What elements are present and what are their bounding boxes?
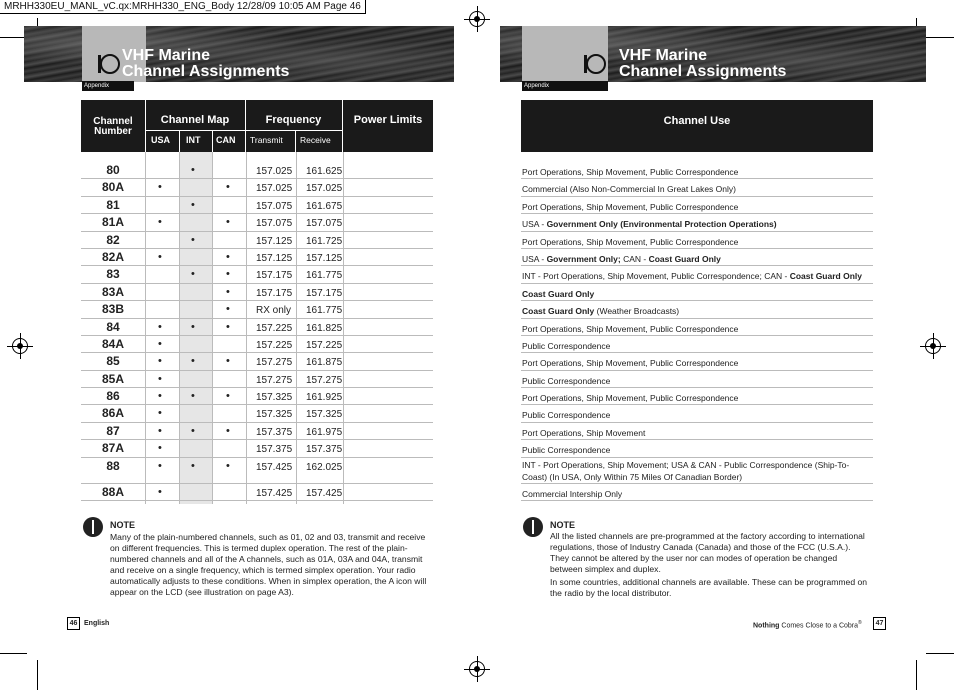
use-text: Coast Guard Only bbox=[648, 253, 721, 264]
table-row bbox=[81, 336, 433, 353]
usa-dot: • bbox=[158, 442, 162, 455]
channel-number: 82A bbox=[101, 249, 124, 264]
table-row bbox=[81, 458, 433, 484]
table-row bbox=[81, 353, 433, 370]
channel-number: 86A bbox=[101, 406, 124, 421]
note-body: Many of the plain-numbered channels, such as 01, 02 and 03, transmit and receive on different frequencies. This is termed duplex operation. The rest of the plain-numbered channels and all of the A channels, such as 01A, 03A and 04A, transmit and receive on a single frequency, which is termed simplex operation. Your radio automatically adjusts to these conditions. When in simplex operation, the A icon will appear on the LCD (see illustration on page A3). bbox=[110, 532, 427, 597]
use-row bbox=[521, 458, 873, 484]
receive-freq: 157.425 bbox=[306, 487, 343, 499]
table-row bbox=[81, 284, 433, 301]
note-body-2: In some countries, additional channels are available. These can be programmed on the radio by the local distributor. bbox=[550, 577, 868, 598]
receive-freq: 161.925 bbox=[306, 392, 343, 404]
divider bbox=[245, 100, 246, 152]
int-dot: • bbox=[191, 390, 195, 403]
table-row bbox=[81, 179, 433, 196]
header-transmit: Transmit bbox=[250, 135, 283, 145]
can-dot: • bbox=[226, 268, 230, 281]
can-dot: • bbox=[226, 250, 230, 263]
use-row bbox=[521, 197, 873, 214]
channel-use-header bbox=[521, 100, 873, 152]
transmit-freq: 157.325 bbox=[256, 392, 293, 404]
transmit-freq: RX only bbox=[256, 305, 292, 317]
transmit-freq: 157.425 bbox=[256, 487, 293, 499]
use-text: USA - bbox=[522, 219, 547, 230]
receive-freq: 161.675 bbox=[306, 200, 343, 212]
table-row bbox=[81, 319, 433, 336]
channel-use-body bbox=[521, 162, 873, 501]
header-power-limits: Power Limits bbox=[353, 114, 423, 126]
usa-dot: • bbox=[158, 181, 162, 194]
can-dot: • bbox=[226, 320, 230, 333]
receive-freq: 162.025 bbox=[306, 461, 343, 473]
channel-number: 86 bbox=[106, 389, 120, 404]
header-channel-map: Channel Map bbox=[160, 114, 230, 126]
transmit-freq: 157.225 bbox=[256, 339, 293, 351]
divider bbox=[179, 130, 180, 152]
registration-mark-icon bbox=[925, 338, 941, 354]
int-dot: • bbox=[191, 320, 195, 333]
receive-freq: 157.025 bbox=[306, 183, 343, 195]
file-slug: MRHH330EU_MANL_vC.qx:MRHH330_ENG_Body 12/28/09 10:05 AM Page 46 bbox=[0, 0, 366, 14]
radio-icon bbox=[96, 52, 120, 76]
receive-freq: 161.625 bbox=[306, 166, 343, 177]
transmit-freq: 157.275 bbox=[256, 374, 293, 386]
channel-number: 81 bbox=[106, 197, 120, 212]
channel-number: 82 bbox=[106, 232, 120, 247]
header-usa: USA bbox=[151, 135, 171, 145]
use-row bbox=[521, 162, 873, 179]
int-dot: • bbox=[191, 424, 195, 437]
page-title: VHF Marine Channel Assignments bbox=[122, 47, 290, 80]
receive-freq: 161.975 bbox=[306, 426, 343, 438]
table-row bbox=[81, 249, 433, 266]
use-text: Port Operations, Ship Movement, Public Correspondence bbox=[522, 167, 739, 177]
use-text: Coast Guard Only bbox=[789, 271, 862, 282]
usa-dot: • bbox=[158, 337, 162, 350]
use-text: Port Operations, Ship Movement, Public Correspondence bbox=[522, 236, 739, 247]
can-dot: • bbox=[226, 181, 230, 194]
transmit-freq: 157.025 bbox=[256, 183, 293, 195]
receive-freq: 157.275 bbox=[306, 374, 343, 386]
use-row bbox=[521, 319, 873, 336]
usa-dot: • bbox=[158, 372, 162, 385]
receive-freq: 161.725 bbox=[306, 235, 343, 247]
transmit-freq: 157.175 bbox=[256, 270, 293, 282]
can-dot: • bbox=[226, 390, 230, 403]
use-text: Public Correspondence bbox=[522, 340, 611, 351]
use-text: Port Operations, Ship Movement bbox=[522, 427, 646, 438]
channel-table-body bbox=[81, 162, 433, 501]
receive-freq: 157.075 bbox=[306, 218, 343, 230]
int-dot: • bbox=[191, 268, 195, 281]
radio-icon-box bbox=[522, 26, 608, 82]
can-dot: • bbox=[226, 285, 230, 298]
transmit-freq: 157.025 bbox=[256, 166, 293, 177]
right-page-banner bbox=[500, 26, 926, 82]
channel-number: 80 bbox=[106, 163, 120, 177]
usa-dot: • bbox=[158, 250, 162, 263]
use-text: Public Correspondence bbox=[522, 445, 611, 456]
use-row bbox=[521, 284, 873, 301]
divider bbox=[145, 130, 342, 131]
receive-freq: 157.125 bbox=[306, 252, 343, 264]
channel-number: 80A bbox=[101, 180, 124, 195]
receive-freq: 157.175 bbox=[306, 287, 343, 299]
transmit-freq: 157.325 bbox=[256, 409, 293, 421]
registration-mark-icon bbox=[12, 338, 28, 354]
can-dot: • bbox=[226, 216, 230, 229]
can-dot: • bbox=[226, 424, 230, 437]
transmit-freq: 157.425 bbox=[256, 461, 293, 473]
header-frequency: Frequency bbox=[265, 114, 322, 126]
use-row bbox=[521, 336, 873, 353]
header-int: INT bbox=[186, 135, 201, 145]
table-row bbox=[81, 371, 433, 388]
table-row bbox=[81, 197, 433, 214]
use-row bbox=[521, 423, 873, 440]
use-text: Government Only (Environmental Protection Operations) bbox=[546, 219, 777, 230]
int-dot: • bbox=[191, 459, 195, 472]
table-row bbox=[81, 214, 433, 231]
channel-number: 83B bbox=[101, 302, 124, 317]
registration-mark-icon bbox=[469, 11, 485, 27]
use-text: Commercial Intership Only bbox=[522, 488, 623, 499]
table-row bbox=[81, 301, 433, 318]
table-row bbox=[81, 484, 433, 501]
usa-dot: • bbox=[158, 424, 162, 437]
transmit-freq: 157.075 bbox=[256, 218, 293, 230]
channel-number: 85A bbox=[101, 371, 124, 386]
use-text: Coast Guard Only bbox=[522, 288, 595, 299]
note-icon bbox=[83, 517, 103, 537]
left-page-banner bbox=[24, 26, 454, 82]
table-row bbox=[81, 266, 433, 283]
channel-number: 87A bbox=[101, 441, 124, 456]
table-row bbox=[81, 388, 433, 405]
use-row bbox=[521, 371, 873, 388]
channel-number: 88 bbox=[106, 458, 120, 473]
transmit-freq: 157.125 bbox=[256, 252, 293, 264]
crop-mark bbox=[926, 37, 954, 38]
usa-dot: • bbox=[158, 216, 162, 229]
channel-number: 84A bbox=[101, 336, 124, 351]
receive-freq: 161.875 bbox=[306, 357, 343, 369]
registration-mark-icon bbox=[469, 661, 485, 677]
use-text: Commercial (Also Non-Commercial In Great Lakes Only) bbox=[522, 184, 736, 195]
channel-number: 88A bbox=[101, 484, 124, 499]
usa-dot: • bbox=[158, 407, 162, 420]
use-row bbox=[521, 388, 873, 405]
use-text: Port Operations, Ship Movement, Public Correspondence bbox=[522, 323, 739, 334]
transmit-freq: 157.225 bbox=[256, 322, 293, 334]
crop-mark bbox=[0, 37, 27, 38]
use-row bbox=[521, 440, 873, 457]
crop-mark bbox=[37, 660, 38, 690]
use-text: Public Correspondence bbox=[522, 410, 611, 421]
use-row bbox=[521, 405, 873, 422]
appendix-tab: Appendix bbox=[82, 81, 134, 91]
radio-icon bbox=[582, 52, 606, 76]
transmit-freq: 157.075 bbox=[256, 200, 293, 212]
usa-dot: • bbox=[158, 390, 162, 403]
use-row bbox=[521, 232, 873, 249]
receive-freq: 161.825 bbox=[306, 322, 343, 334]
transmit-freq: 157.125 bbox=[256, 235, 293, 247]
note-icon bbox=[523, 517, 543, 537]
divider bbox=[295, 130, 296, 152]
channel-number: 84 bbox=[106, 319, 120, 334]
int-dot: • bbox=[191, 198, 195, 211]
crop-mark bbox=[0, 653, 27, 654]
receive-freq: 161.775 bbox=[306, 305, 343, 317]
crop-mark bbox=[926, 653, 954, 654]
use-text: Coast Guard Only bbox=[522, 306, 595, 317]
header-channel-use: Channel Use bbox=[663, 115, 731, 127]
table-row bbox=[81, 162, 433, 179]
table-row bbox=[81, 405, 433, 422]
page-title: VHF Marine Channel Assignments bbox=[619, 47, 787, 80]
channel-number: 87 bbox=[106, 423, 120, 438]
channel-number: 83 bbox=[106, 267, 120, 282]
int-dot: • bbox=[191, 164, 195, 176]
header-channel-number: Channel Number bbox=[93, 116, 133, 137]
note-body: All the listed channels are pre-programmed at the factory according to international regulations, those of Industry Canada (Canada) and those of the FCC (U.S.A.). They cannot be altered by the user nor can modes of operation be changed between simplex and duplex. bbox=[550, 531, 865, 574]
divider bbox=[212, 130, 213, 152]
footer-tagline: Nothing Comes Close to a Cobra® bbox=[753, 620, 862, 630]
use-row bbox=[521, 179, 873, 196]
channel-number: 85 bbox=[106, 354, 120, 369]
transmit-freq: 157.275 bbox=[256, 357, 293, 369]
footer-language: English bbox=[84, 620, 110, 627]
usa-dot: • bbox=[158, 355, 162, 368]
receive-freq: 157.225 bbox=[306, 339, 343, 351]
channel-number: 83A bbox=[101, 284, 124, 299]
use-text: CAN - bbox=[620, 253, 649, 264]
use-row bbox=[521, 266, 873, 283]
usa-dot: • bbox=[158, 485, 162, 498]
header-can: CAN bbox=[216, 135, 236, 145]
can-dot: • bbox=[226, 459, 230, 472]
table-row bbox=[81, 440, 433, 457]
use-row bbox=[521, 214, 873, 231]
page-number: 46 bbox=[67, 617, 80, 630]
transmit-freq: 157.375 bbox=[256, 444, 293, 456]
use-text: USA - bbox=[522, 253, 547, 264]
receive-freq: 157.375 bbox=[306, 444, 343, 456]
use-text: Port Operations, Ship Movement, Public Correspondence bbox=[522, 358, 739, 369]
can-dot: • bbox=[226, 355, 230, 368]
use-row bbox=[521, 249, 873, 266]
table-row bbox=[81, 423, 433, 440]
use-text: Government Only; bbox=[546, 253, 621, 264]
use-text: INT - Port Operations, Ship Movement, Public Correspondence; CAN - bbox=[522, 271, 790, 282]
channel-table-header bbox=[81, 100, 433, 152]
can-dot: • bbox=[226, 303, 230, 316]
use-text: (Weather Broadcasts) bbox=[594, 306, 680, 317]
divider bbox=[145, 100, 146, 152]
use-row bbox=[521, 301, 873, 318]
transmit-freq: 157.375 bbox=[256, 426, 293, 438]
usa-dot: • bbox=[158, 459, 162, 472]
use-text: Port Operations, Ship Movement, Public Correspondence bbox=[522, 393, 739, 404]
usa-dot: • bbox=[158, 320, 162, 333]
use-text: Port Operations, Ship Movement, Public Correspondence bbox=[522, 201, 739, 212]
table-row bbox=[81, 232, 433, 249]
channel-number: 81A bbox=[101, 215, 124, 230]
use-row bbox=[521, 484, 873, 501]
use-text: INT - Port Operations, Ship Movement; USA & CAN - Public Correspondence (Ship-To-Coast) (In USA, Only Within 75 Miles Of Canadian Border) bbox=[522, 459, 850, 482]
int-dot: • bbox=[191, 233, 195, 246]
appendix-tab: Appendix bbox=[522, 81, 608, 91]
receive-freq: 161.775 bbox=[306, 270, 343, 282]
note-title: NOTE bbox=[110, 520, 136, 530]
page-number: 47 bbox=[873, 617, 886, 630]
use-row bbox=[521, 353, 873, 370]
receive-freq: 157.325 bbox=[306, 409, 343, 421]
crop-mark bbox=[916, 660, 917, 690]
int-dot: • bbox=[191, 355, 195, 368]
use-text: Public Correspondence bbox=[522, 375, 611, 386]
divider bbox=[342, 100, 343, 152]
transmit-freq: 157.175 bbox=[256, 287, 293, 299]
header-receive: Receive bbox=[300, 135, 331, 145]
note-title: NOTE bbox=[550, 520, 576, 530]
